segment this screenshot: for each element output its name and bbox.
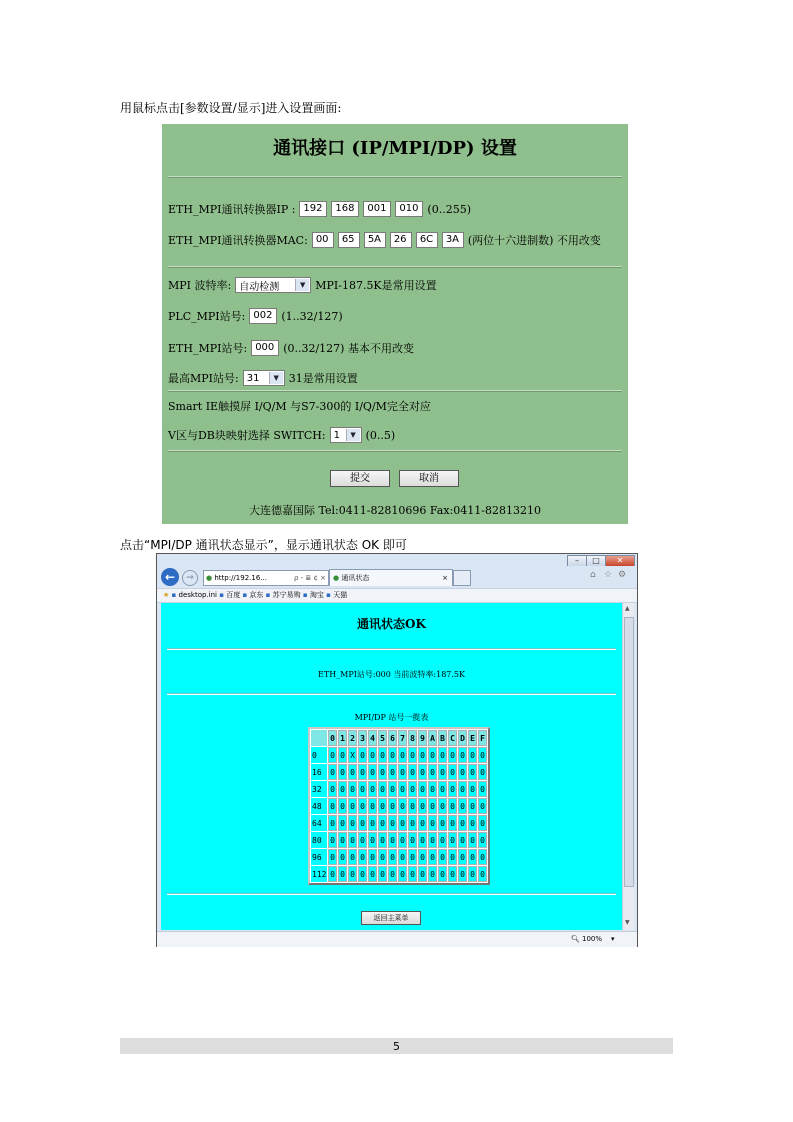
page-icon: ▪ — [265, 591, 271, 599]
station-cell: 0 — [358, 815, 367, 831]
home-icon[interactable]: ⌂ — [590, 570, 596, 580]
smart-row — [168, 398, 431, 414]
station-cell: 0 — [478, 849, 487, 865]
station-cell: 0 — [468, 764, 477, 780]
station-cell: 0 — [408, 849, 417, 865]
ip-row — [168, 201, 471, 217]
station-cell: 0 — [338, 798, 347, 814]
new-tab-button[interactable] — [453, 570, 471, 586]
baud-select[interactable] — [235, 277, 311, 293]
eth-station-field[interactable]: 000 — [251, 340, 279, 356]
station-cell: 0 — [458, 781, 467, 797]
station-cell: 0 — [418, 815, 427, 831]
divider — [167, 893, 616, 895]
divider — [168, 176, 622, 178]
mac-field-2[interactable]: 65 — [338, 232, 360, 248]
favorite-taobao[interactable]: 淘宝 — [309, 591, 324, 599]
row-label: 16 — [311, 764, 327, 780]
row-label: 32 — [311, 781, 327, 797]
switch-row — [168, 427, 395, 443]
station-cell: 0 — [328, 781, 337, 797]
table-header-cell: A — [428, 730, 437, 746]
station-cell: X — [348, 747, 357, 763]
zoom-level[interactable]: 100% — [582, 935, 603, 943]
station-cell: 0 — [468, 866, 477, 882]
tab-title: 通讯状态 — [341, 574, 370, 582]
station-cell: 0 — [338, 832, 347, 848]
station-cell: 0 — [378, 781, 387, 797]
station-cell: 0 — [328, 815, 337, 831]
table-header-cell: E — [468, 730, 477, 746]
max-station-select[interactable] — [243, 370, 285, 386]
station-cell: 0 — [368, 866, 377, 882]
row-label: 48 — [311, 798, 327, 814]
station-cell: 0 — [348, 849, 357, 865]
table-row — [311, 781, 487, 797]
station-cell: 0 — [348, 866, 357, 882]
station-cell: 0 — [338, 815, 347, 831]
station-cell: 0 — [428, 849, 437, 865]
title-bar — [157, 554, 637, 566]
station-cell: 0 — [338, 866, 347, 882]
table-header-cell: 0 — [328, 730, 337, 746]
station-cell: 0 — [438, 832, 447, 848]
divider — [168, 450, 622, 452]
address-bar[interactable] — [203, 570, 329, 586]
table-header-cell: 7 — [398, 730, 407, 746]
vertical-scrollbar[interactable] — [622, 603, 634, 930]
station-cell: 0 — [398, 866, 407, 882]
station-cell: 0 — [368, 798, 377, 814]
station-cell: 0 — [378, 764, 387, 780]
station-cell: 0 — [438, 815, 447, 831]
switch-hint: (0..5) — [365, 428, 396, 442]
station-cell: 0 — [468, 798, 477, 814]
chevron-down-icon: ▼ — [346, 429, 360, 441]
eth-hint: (0..32/127) 基本不用改变 — [283, 342, 414, 355]
page-icon: ▪ — [326, 591, 331, 599]
station-cell: 0 — [458, 798, 467, 814]
max-value: 31 — [246, 372, 260, 384]
station-cell: 0 — [358, 781, 367, 797]
station-cell: 0 — [418, 781, 427, 797]
station-cell: 0 — [388, 764, 397, 780]
scroll-down-icon[interactable]: ▼ — [625, 919, 630, 926]
plc-label: PLC_MPI站号: — [168, 310, 246, 323]
station-cell: 0 — [448, 798, 457, 814]
station-cell: 0 — [378, 849, 387, 865]
station-cell: 0 — [418, 798, 427, 814]
plc-hint: (1..32/127) — [281, 309, 343, 323]
station-cell: 0 — [398, 781, 407, 797]
status-title: 通讯状态OK — [357, 617, 426, 631]
station-cell: 0 — [368, 764, 377, 780]
mac-hint: (两位十六进制数) 不用改变 — [467, 234, 601, 247]
station-cell: 0 — [428, 764, 437, 780]
page-icon: ● — [206, 574, 213, 582]
max-label: 最高MPI站号: — [168, 372, 239, 385]
station-table-wrap — [308, 727, 490, 885]
table-row — [311, 832, 487, 848]
page-icon: ● — [333, 574, 340, 582]
divider — [168, 266, 622, 268]
eth-row — [168, 340, 414, 356]
station-cell: 0 — [408, 781, 417, 797]
station-cell: 0 — [448, 781, 457, 797]
station-cell: 0 — [388, 747, 397, 763]
contact-info: 大连德嘉国际 Tel:0411-82810696 Fax:0411-82813210 — [249, 504, 541, 517]
station-cell: 0 — [348, 781, 357, 797]
mac-field-4[interactable]: 26 — [390, 232, 412, 248]
table-header-cell: 4 — [368, 730, 377, 746]
baud-label: MPI 波特率: — [168, 279, 232, 292]
ip-field-1[interactable]: 192 — [299, 201, 327, 217]
station-cell: 0 — [338, 849, 347, 865]
minimize-icon[interactable]: – — [567, 555, 587, 567]
station-cell: 0 — [478, 815, 487, 831]
station-cell: 0 — [438, 849, 447, 865]
station-cell: 0 — [328, 849, 337, 865]
station-cell: 0 — [328, 747, 337, 763]
station-cell: 0 — [428, 815, 437, 831]
submit-button[interactable]: 提交 — [330, 470, 390, 487]
station-cell: 0 — [378, 866, 387, 882]
station-cell: 0 — [388, 849, 397, 865]
station-cell: 0 — [388, 815, 397, 831]
browser-window — [156, 553, 638, 947]
favorite-tmall[interactable]: 天猫 — [333, 591, 348, 599]
table-row — [311, 764, 487, 780]
eth-label: ETH_MPI站号: — [168, 342, 248, 355]
station-cell: 0 — [428, 798, 437, 814]
station-cell: 0 — [418, 747, 427, 763]
chevron-down-icon: ▼ — [295, 279, 309, 291]
page-icon: ▪ — [171, 591, 177, 599]
station-cell: 0 — [418, 849, 427, 865]
gear-icon[interactable]: ⚙ — [618, 570, 627, 580]
station-cell: 0 — [398, 815, 407, 831]
station-cell: 0 — [458, 849, 467, 865]
mac-field-6[interactable]: 3A — [442, 232, 464, 248]
station-cell: 0 — [388, 781, 397, 797]
address-controls[interactable]: ρ - ≣ ¢ × — [293, 574, 326, 582]
station-cell: 0 — [378, 798, 387, 814]
favorite-suning[interactable]: 苏宁易购 — [272, 591, 301, 599]
favorite-desktop[interactable]: desktop.ini — [178, 591, 217, 599]
row-label: 0 — [311, 747, 327, 763]
station-cell: 0 — [348, 832, 357, 848]
return-menu-button[interactable]: 返回主菜单 — [361, 911, 421, 925]
smart-text: Smart IE触摸屏 I/Q/M 与S7-300的 I/Q/M完全对应 — [168, 400, 431, 413]
station-cell: 0 — [458, 764, 467, 780]
settings-panel — [162, 124, 628, 524]
tab-status[interactable] — [329, 569, 453, 586]
station-cell: 0 — [418, 764, 427, 780]
station-cell: 0 — [328, 866, 337, 882]
station-cell: 0 — [448, 849, 457, 865]
station-cell: 0 — [438, 764, 447, 780]
station-cell: 0 — [468, 832, 477, 848]
station-cell: 0 — [428, 747, 437, 763]
plc-row — [168, 308, 343, 324]
station-cell: 0 — [458, 832, 467, 848]
station-cell: 0 — [388, 798, 397, 814]
station-cell: 0 — [368, 832, 377, 848]
divider — [167, 648, 616, 650]
forward-arrow-icon[interactable]: → — [182, 570, 198, 586]
station-cell: 0 — [328, 764, 337, 780]
ip-field-4[interactable]: 010 — [395, 201, 423, 217]
row-label: 112 — [311, 866, 327, 882]
divider — [168, 390, 622, 392]
station-cell: 0 — [428, 866, 437, 882]
table-row — [311, 815, 487, 831]
station-cell: 0 — [478, 832, 487, 848]
maximize-icon[interactable]: □ — [586, 555, 606, 567]
station-cell: 0 — [398, 832, 407, 848]
chevron-down-icon[interactable]: ▾ — [611, 935, 615, 943]
station-cell: 0 — [328, 832, 337, 848]
tab-close-icon[interactable]: × — [442, 574, 448, 582]
station-cell: 0 — [338, 764, 347, 780]
table-header-cell: 9 — [418, 730, 427, 746]
mac-field-3[interactable]: 5A — [364, 232, 386, 248]
station-cell: 0 — [358, 849, 367, 865]
station-cell: 0 — [468, 747, 477, 763]
station-cell: 0 — [448, 832, 457, 848]
station-cell: 0 — [408, 798, 417, 814]
station-cell: 0 — [418, 832, 427, 848]
station-cell: 0 — [378, 815, 387, 831]
table-header-row — [311, 730, 487, 746]
station-cell: 0 — [398, 747, 407, 763]
table-row — [311, 747, 487, 763]
station-cell: 0 — [378, 747, 387, 763]
intro-text: 用鼠标点击[参数设置/显示]进入设置画面: — [120, 101, 342, 115]
station-cell: 0 — [458, 815, 467, 831]
favorites-star-icon[interactable]: ★ — [163, 591, 170, 599]
switch-select[interactable] — [330, 427, 362, 443]
table-header-cell: B — [438, 730, 447, 746]
station-cell: 0 — [478, 866, 487, 882]
station-cell: 0 — [358, 747, 367, 763]
baud-row — [168, 277, 437, 293]
row-label: 96 — [311, 849, 327, 865]
station-cell: 0 — [468, 815, 477, 831]
back-arrow-icon[interactable]: ← — [161, 568, 179, 586]
table-header-cell: 5 — [378, 730, 387, 746]
favorites-bar — [157, 588, 637, 603]
switch-label: V区与DB块映射选择 SWITCH: — [168, 429, 326, 442]
status-bar — [157, 931, 637, 947]
station-cell: 0 — [358, 866, 367, 882]
station-cell: 0 — [428, 832, 437, 848]
ip-field-2[interactable]: 168 — [331, 201, 359, 217]
close-icon[interactable]: ✕ — [605, 555, 635, 567]
status-line: ETH_MPI站号:000 当前波特率:187.5K — [318, 670, 465, 679]
station-cell: 0 — [348, 798, 357, 814]
station-cell: 0 — [378, 832, 387, 848]
ip-hint: (0..255) — [427, 202, 471, 216]
mac-row — [168, 232, 601, 248]
station-cell: 0 — [388, 832, 397, 848]
station-cell: 0 — [478, 781, 487, 797]
table-header-cell: 2 — [348, 730, 357, 746]
station-cell: 0 — [438, 747, 447, 763]
station-cell: 0 — [478, 764, 487, 780]
favorite-jd[interactable]: 京东 — [249, 591, 264, 599]
table-header-cell: 1 — [338, 730, 347, 746]
scroll-thumb[interactable] — [624, 617, 634, 887]
table-title: MPI/DP 站号一揽表 — [354, 713, 429, 722]
mac-field-1[interactable]: 00 — [312, 232, 334, 248]
max-row — [168, 370, 358, 386]
switch-value: 1 — [333, 429, 340, 441]
table-row — [311, 849, 487, 865]
station-cell: 0 — [448, 815, 457, 831]
baud-hint: MPI-187.5K是常用设置 — [315, 279, 437, 292]
station-cell: 0 — [468, 781, 477, 797]
settings-title: 通讯接口 (IP/MPI/DP) 设置 — [273, 138, 517, 159]
station-cell: 0 — [478, 747, 487, 763]
page-icon: ▪ — [242, 591, 248, 599]
page-icon: ▪ — [219, 591, 224, 599]
table-header-cell: F — [478, 730, 487, 746]
station-cell: 0 — [358, 764, 367, 780]
table-corner — [311, 730, 327, 746]
table-row — [311, 798, 487, 814]
station-cell: 0 — [408, 747, 417, 763]
station-cell: 0 — [328, 798, 337, 814]
station-cell: 0 — [468, 849, 477, 865]
station-cell: 0 — [448, 866, 457, 882]
station-cell: 0 — [408, 832, 417, 848]
scroll-up-icon[interactable]: ▲ — [625, 605, 630, 612]
table-header-cell: 8 — [408, 730, 417, 746]
station-cell: 0 — [448, 764, 457, 780]
station-cell: 0 — [388, 866, 397, 882]
station-cell: 0 — [368, 747, 377, 763]
address-text: http://192.16... — [214, 574, 267, 582]
row-label: 64 — [311, 815, 327, 831]
station-cell: 0 — [338, 747, 347, 763]
station-cell: 0 — [408, 866, 417, 882]
station-cell: 0 — [458, 747, 467, 763]
chevron-down-icon: ▼ — [269, 372, 283, 384]
table-row — [311, 866, 487, 882]
station-cell: 0 — [368, 781, 377, 797]
station-cell: 0 — [408, 815, 417, 831]
plc-station-field[interactable]: 002 — [249, 308, 277, 324]
station-cell: 0 — [438, 781, 447, 797]
row-label: 80 — [311, 832, 327, 848]
table-header-cell: 3 — [358, 730, 367, 746]
baud-value: 自动检测 — [239, 281, 280, 293]
station-cell: 0 — [368, 815, 377, 831]
mac-field-5[interactable]: 6C — [416, 232, 438, 248]
caption-text: 点击“MPI/DP 通讯状态显示”，显示通讯状态 OK 即可 — [120, 538, 407, 552]
table-header-cell: C — [448, 730, 457, 746]
station-cell: 0 — [338, 781, 347, 797]
table-header-cell: D — [458, 730, 467, 746]
station-cell: 0 — [478, 798, 487, 814]
station-cell: 0 — [348, 764, 357, 780]
station-cell: 0 — [458, 866, 467, 882]
ip-field-3[interactable]: 001 — [363, 201, 391, 217]
station-cell: 0 — [398, 798, 407, 814]
station-cell: 0 — [398, 849, 407, 865]
station-cell: 0 — [428, 781, 437, 797]
cancel-button[interactable]: 取消 — [399, 470, 459, 487]
page-content — [161, 603, 622, 930]
divider — [167, 693, 616, 695]
station-cell: 0 — [438, 866, 447, 882]
favorite-baidu[interactable]: 百度 — [226, 591, 241, 599]
max-hint: 31是常用设置 — [288, 372, 358, 385]
page-number: 5 — [393, 1040, 400, 1053]
station-cell: 0 — [368, 849, 377, 865]
star-icon[interactable]: ☆ — [604, 570, 613, 580]
station-cell: 0 — [448, 747, 457, 763]
station-cell: 0 — [408, 764, 417, 780]
station-cell: 0 — [398, 764, 407, 780]
mac-label: ETH_MPI通讯转换器MAC: — [168, 234, 308, 247]
zoom-icon: 🔍︎ — [571, 935, 580, 943]
page-icon: ▪ — [302, 591, 308, 599]
ip-label: ETH_MPI通讯转换器IP : — [168, 203, 296, 216]
station-cell: 0 — [438, 798, 447, 814]
station-cell: 0 — [358, 832, 367, 848]
station-table — [308, 727, 490, 885]
station-cell: 0 — [418, 866, 427, 882]
station-cell: 0 — [348, 815, 357, 831]
station-cell: 0 — [358, 798, 367, 814]
table-header-cell: 6 — [388, 730, 397, 746]
